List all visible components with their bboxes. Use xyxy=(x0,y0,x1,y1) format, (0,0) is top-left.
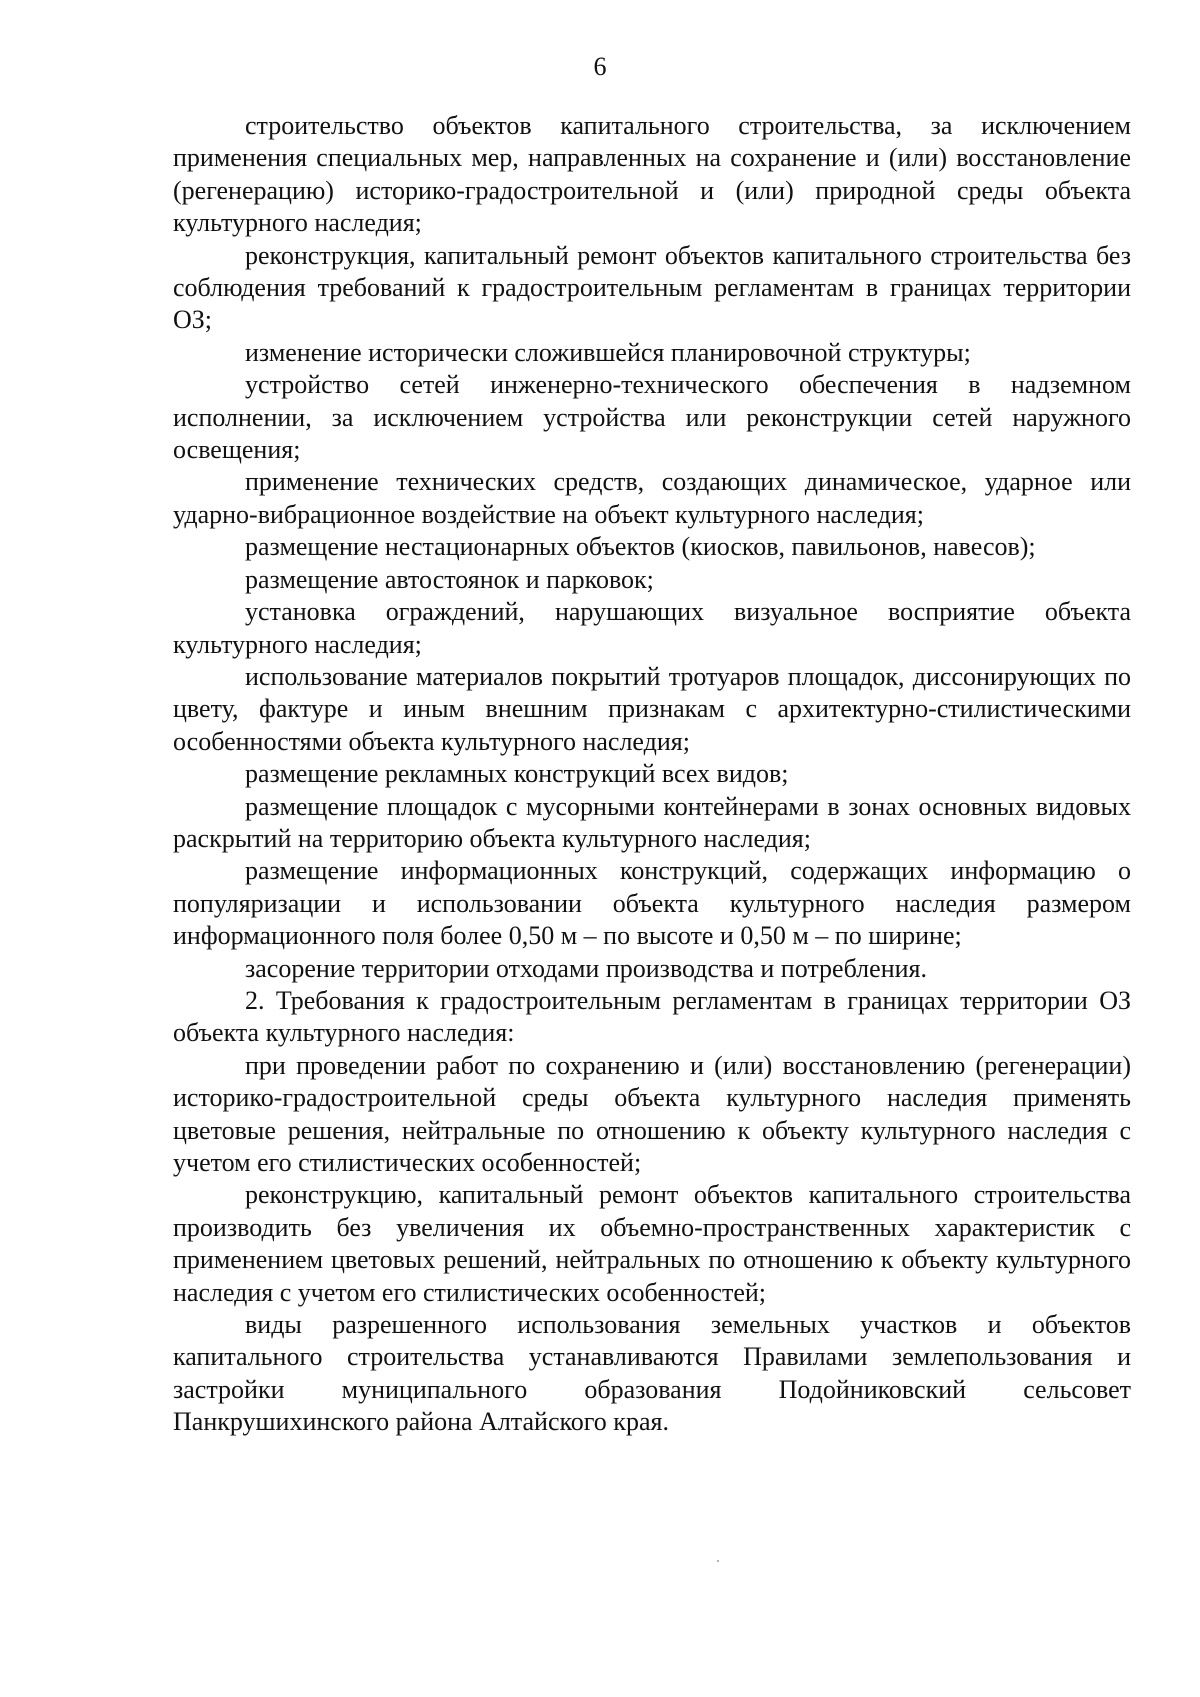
page-number: 6 xyxy=(593,52,607,81)
paragraph-1: строительство объектов капитального строительства, за исключением применения специальных мер, направленных на сохранение и (или) восстановление (регенерацию) историко-градостроительной и (или) природной среды объекта культурного наследия; xyxy=(173,111,1131,238)
paragraph-16: реконструкцию, капитальный ремонт объектов капитального строительства производить без увеличения их объемно-пространственных характеристик с применением цветовых решений, нейтральных по отношению к объекту культурного наследия с учетом его стилистических особенностей; xyxy=(173,1180,1131,1307)
paragraph-14: 2. Требования к градостроительным регламентам в границах территории ОЗ объекта культурного наследия: xyxy=(173,985,1131,1048)
paragraph-17: виды разрешенного использования земельных участков и объектов капитального строительства устанавливаются Правилами землепользования и застройки муниципального образования Подойниковский сельсовет Панкрушихинского района Алтайского края. xyxy=(173,1310,1131,1437)
paragraph-10: размещение рекламных конструкций всех видов; xyxy=(245,759,789,789)
scan-speck xyxy=(717,1560,719,1562)
paragraph-7: размещение автостоянок и парковок; xyxy=(245,564,654,594)
paragraph-3: изменение исторически сложившейся планировочной структуры; xyxy=(245,337,971,367)
paragraph-12: размещение информационных конструкций, содержащих информацию о популяризации и использовании объекта культурного наследия размером информационного поля более 0,50 м – по высоте и 0,50 м – по ширине; xyxy=(173,856,1131,951)
paragraph-4: устройство сетей инженерно-технического обеспечения в надземном исполнении, за исключением устройства или реконструкции сетей наружного освещения; xyxy=(173,370,1131,465)
document-body xyxy=(173,110,1131,1439)
paragraph-15: при проведении работ по сохранению и (или) восстановлению (регенерации) историко-градостроительной среды объекта культурного наследия применять цветовые решения, нейтральные по отношению к объекту культурного наследия с учетом его стилистических особенностей; xyxy=(173,1050,1131,1177)
paragraph-8: установка ограждений, нарушающих визуальное восприятие объекта культурного наследия; xyxy=(173,597,1131,659)
paragraph-9: использование материалов покрытий тротуаров площадок, диссонирующих по цвету, фактуре и иным внешним признакам с архитектурно-стилистическими особенностями объекта культурного наследия; xyxy=(173,661,1131,756)
paragraph-6: размещение нестационарных объектов (киосков, павильонов, навесов); xyxy=(245,532,1036,562)
paragraph-5: применение технических средств, создающих динамическое, ударное или ударно-вибрационное воздействие на объект культурного наследия; xyxy=(173,467,1131,529)
paragraph-13: засорение территории отходами производства и потребления. xyxy=(245,953,927,983)
paragraph-2: реконструкция, капитальный ремонт объектов капитального строительства без соблюдения требований к градостроительным регламентам в границах территории ОЗ; xyxy=(173,240,1131,335)
paragraph-11: размещение площадок с мусорными контейнерами в зонах основных видовых раскрытий на территорию объекта культурного наследия; xyxy=(173,791,1131,853)
